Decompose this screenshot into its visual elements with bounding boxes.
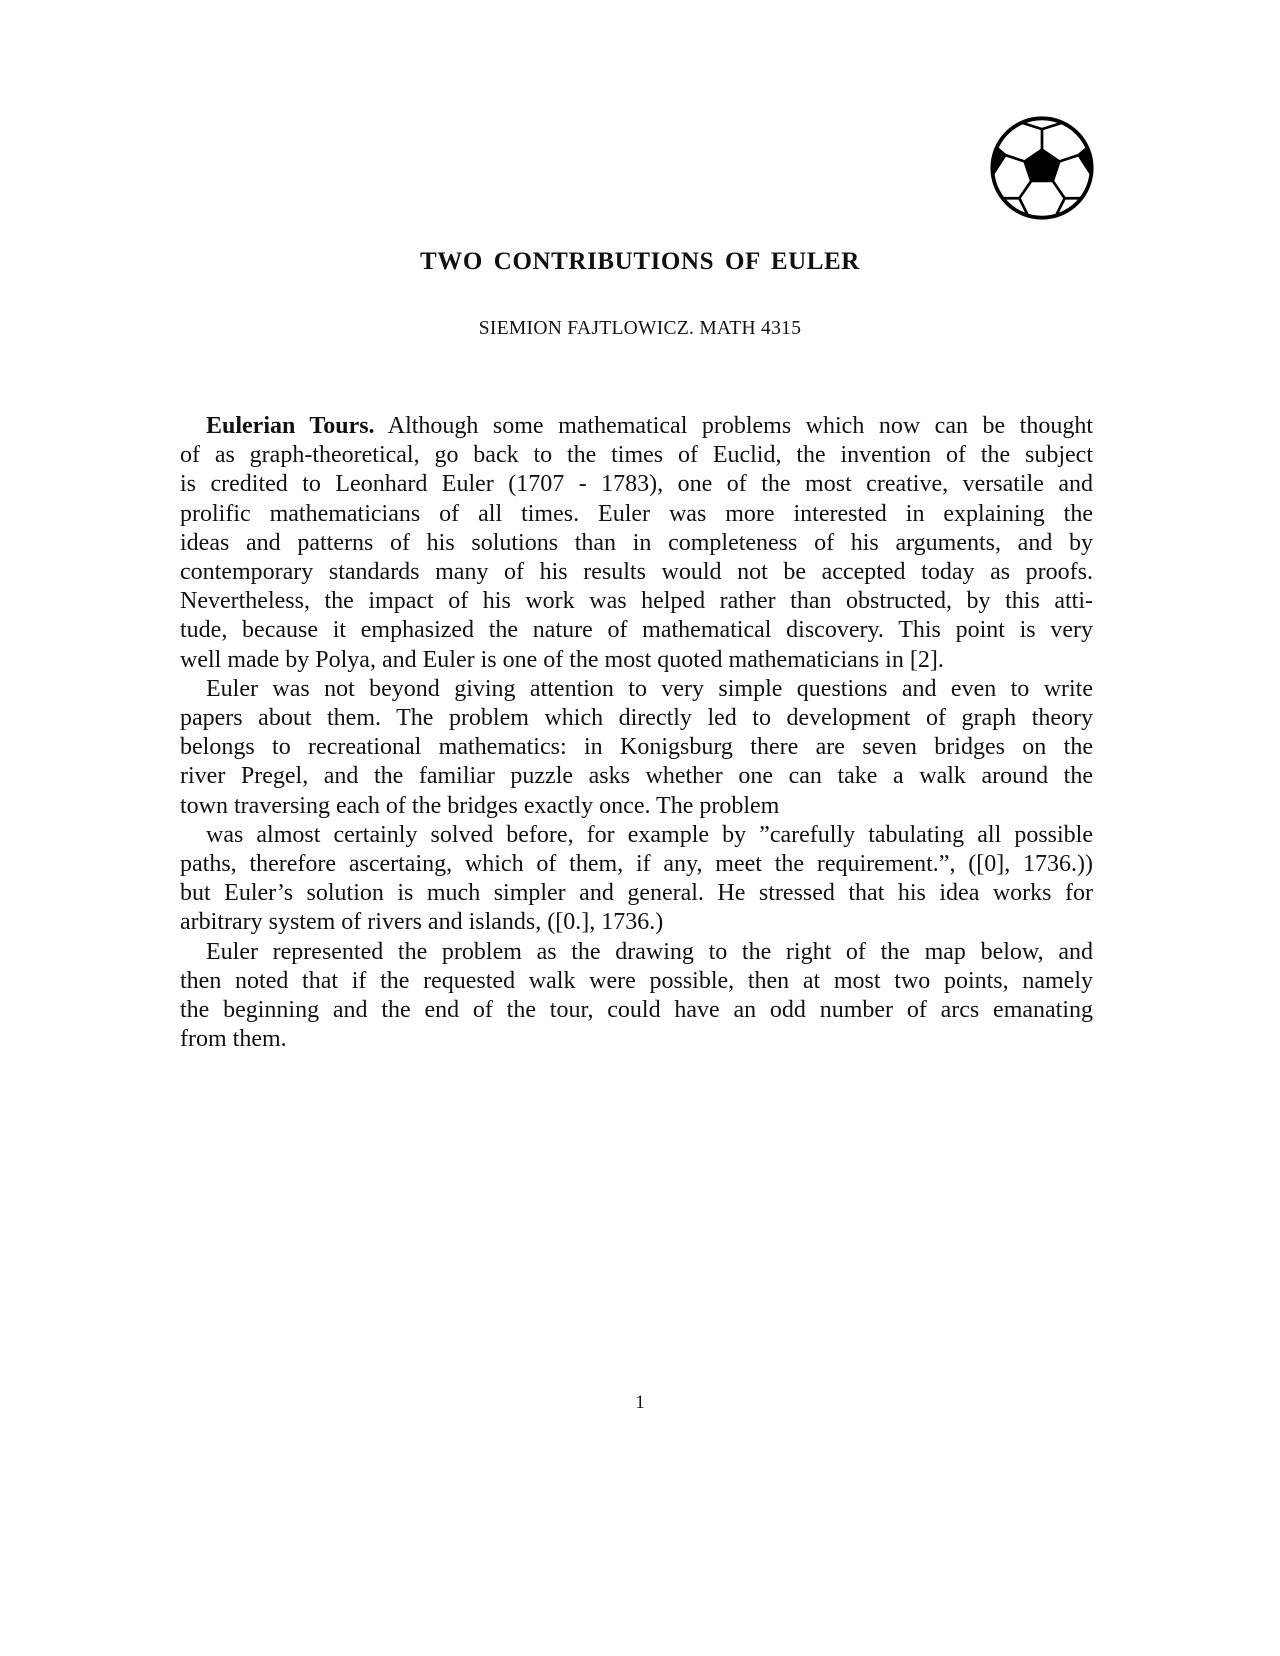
text-line: papers about them. The problem which directly led to development of graph theory [180,705,1093,732]
text-line: of as graph-theoretical, go back to the times of Euclid, the invention of the subject [180,442,1093,469]
text-line: Nevertheless, the impact of his work was helped rather than obstructed, by this atti- [180,588,1093,615]
paper-title: TWO CONTRIBUTIONS OF EULER [420,248,860,275]
text-line: was almost certainly solved before, for example by ”carefully tabulating all possible [206,821,1093,848]
author-line: SIEMION FAJTLOWICZ. MATH 4315 [478,318,802,339]
text-line: is credited to Leonhard Euler (1707 - 1783), one of the most creative, versatile and [180,471,1093,498]
soccer-ball-icon [988,114,1096,222]
text-line: well made by Polya, and Euler is one of the most quoted mathematicians in [2]. [180,646,944,673]
text-line: Eulerian Tours. Although some mathematical problems which now can be thought [206,413,1093,439]
paragraph [180,938,1093,1055]
text-line: tude, because it emphasized the nature of mathematical discovery. This point is very [180,617,1093,644]
text-line: Euler was not beyond giving attention to very simple questions and even to write [206,675,1093,702]
paragraph [180,412,1093,675]
paragraph [180,675,1093,821]
page-number: 1 [635,1392,645,1413]
text-line: belongs to recreational mathematics: in Konigsburg there are seven bridges on the [180,734,1093,761]
body-text [180,412,1093,1054]
text-line: river Pregel, and the familiar puzzle asks whether one can take a walk around the [180,763,1093,790]
text-line: Euler represented the problem as the drawing to the right of the map below, and [206,938,1093,965]
text-line: the beginning and the end of the tour, could have an odd number of arcs emanating [180,997,1093,1024]
text-line: but Euler’s solution is much simpler and general. He stressed that his idea works for [180,880,1093,907]
text-line: then noted that if the requested walk were possible, then at most two points, namely [180,967,1093,994]
text-line: from them. [180,1026,287,1053]
text-line: prolific mathematicians of all times. Euler was more interested in explaining the [180,500,1093,527]
text-line: contemporary standards many of his results would not be accepted today as proofs. [180,559,1093,586]
paragraph [180,821,1093,938]
text-line: ideas and patterns of his solutions than in completeness of his arguments, and by [180,529,1093,556]
text-line: town traversing each of the bridges exactly once. The problem [180,792,780,819]
text-line: paths, therefore ascertaing, which of them, if any, meet the requirement.”, ([0], 1736.)) [180,851,1093,878]
text-line: arbitrary system of rivers and islands, ([0.], 1736.) [180,909,664,936]
section-heading: Eulerian Tours. [206,413,375,439]
